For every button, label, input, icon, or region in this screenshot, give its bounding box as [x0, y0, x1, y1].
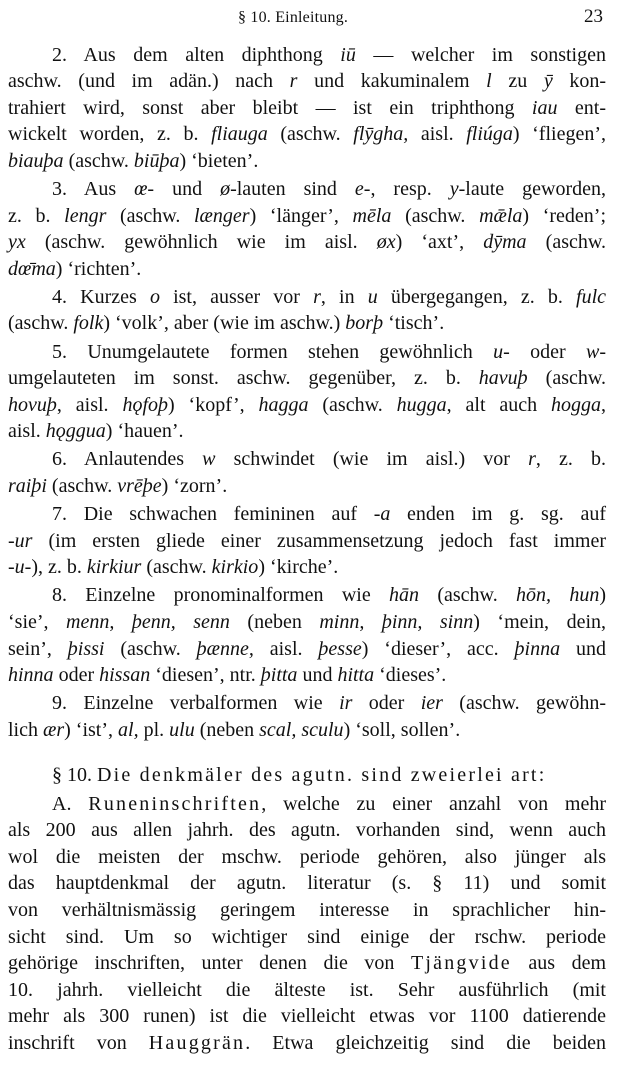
italic-word: al, — [118, 718, 139, 741]
italic-word: -ur — [8, 529, 33, 552]
text-run: aschw. (und im adän.) nach — [8, 70, 290, 93]
text-line — [8, 554, 606, 581]
spaced-word: Runeninschriften — [88, 792, 262, 815]
italic-word: þinna — [514, 637, 561, 660]
text-run: ) ‘ist’, — [64, 718, 119, 741]
text-line — [8, 870, 606, 897]
italic-word: mǣla — [479, 204, 523, 227]
text-run: ‘diesen’, ntr. — [150, 664, 261, 687]
text-line — [8, 229, 606, 256]
text-run: (aschw. — [104, 637, 197, 660]
text-run: -laute geworden, — [458, 177, 607, 200]
text-run: schwindet (wie im aisl.) vor — [215, 448, 529, 471]
text-run: zu — [491, 70, 544, 93]
text-run: das hauptdenkmal der agutn. literatur (s. § 11) und somit — [8, 872, 606, 895]
text-line — [8, 762, 606, 789]
text-run: ) ‘kopf’, — [168, 393, 259, 416]
italic-word: œ- — [134, 177, 155, 200]
paragraph — [8, 582, 606, 688]
italic-word: lengr — [64, 204, 107, 227]
paragraph — [8, 284, 606, 337]
text-line — [8, 418, 606, 445]
italic-word: iū — [340, 43, 356, 66]
italic-word: ir — [339, 692, 353, 715]
text-run: . Etwa gleichzeitig sind die beiden — [245, 1031, 607, 1054]
italic-word: hinna — [8, 664, 54, 687]
italic-word: u — [367, 285, 378, 308]
text-run: ) ‘bieten’. — [179, 149, 259, 172]
text-run: -lauten sind — [230, 177, 355, 200]
text-run: , aisl. — [56, 393, 123, 416]
italic-word: kirkiur — [86, 556, 142, 579]
text-line — [8, 844, 606, 871]
text-run: ) ‘volk’, aber (wie im aschw.) — [103, 312, 346, 335]
text-run: oder — [509, 340, 586, 363]
italic-word: þissi — [67, 637, 105, 660]
page-body — [8, 40, 606, 1056]
text-run: ) ‘zorn’. — [161, 475, 228, 497]
italic-word: fliúga — [466, 123, 513, 146]
text-run: aisl. — [408, 123, 467, 146]
text-line — [8, 392, 606, 419]
italic-word: flȳgha, — [353, 123, 409, 146]
italic-word: þitta — [260, 664, 298, 687]
text-run: ) ‘länger’, — [249, 204, 353, 227]
paragraph — [8, 446, 606, 499]
text-line — [8, 446, 606, 473]
italic-word: -a — [373, 503, 391, 526]
text-run: , z. b. — [535, 448, 606, 471]
italic-word: iau — [531, 96, 558, 119]
italic-word: hān — [389, 584, 420, 607]
text-run: 8. Einzelne pronominalformen wie — [52, 584, 390, 607]
text-run: ) ‘soll, sollen’. — [343, 718, 461, 741]
text-run: (aschw. — [391, 204, 480, 227]
text-run: wol die meisten der mschw. periode gehören, also jünger als — [8, 845, 606, 868]
text-run: 3. Aus — [52, 177, 135, 200]
text-line — [8, 365, 606, 392]
italic-word: o — [149, 285, 160, 308]
italic-word: -u- — [8, 556, 32, 579]
text-line — [8, 609, 606, 636]
italic-word: hugga — [396, 393, 447, 416]
italic-word: folk — [73, 312, 104, 335]
text-run: oder — [53, 664, 100, 687]
italic-word: r — [289, 70, 298, 93]
text-run: (neben — [229, 610, 320, 633]
italic-word: borþ — [345, 312, 384, 335]
text-run: 5. Unumgelautete formen stehen gewöhnlich — [52, 340, 494, 363]
text-run: und kakuminalem — [297, 70, 487, 93]
italic-word: minn, þinn, sinn — [319, 610, 474, 633]
text-run: ‘sie’, — [8, 610, 67, 633]
text-line — [8, 68, 606, 95]
text-line — [8, 924, 606, 951]
text-run: inschrift von — [8, 1031, 149, 1054]
text-run: (aschw. — [419, 584, 517, 607]
paragraph — [8, 690, 606, 743]
italic-word: ier — [420, 692, 443, 715]
text-run: ‘dieses’. — [374, 664, 447, 687]
text-line — [8, 897, 606, 924]
italic-word: hǫggua — [45, 420, 106, 443]
italic-word: e- — [354, 177, 371, 200]
italic-word: fliauga — [211, 123, 268, 146]
text-run: — welcher im sonstigen — [355, 43, 606, 66]
spaced-word: Hauggrän — [148, 1031, 246, 1054]
text-line — [8, 339, 606, 366]
italic-word: menn, þenn, senn — [66, 610, 230, 633]
text-run: enden im g. sg. auf — [390, 503, 607, 526]
text-run: als 200 aus allen jahrh. des agutn. vorhanden sind, wenn auch — [8, 819, 606, 842]
spaced-word: Tjängvide — [410, 952, 512, 975]
text-run: (neben — [194, 718, 260, 741]
text-run: und — [154, 177, 221, 200]
italic-word: længer — [194, 204, 250, 227]
text-run: aus dem — [511, 952, 607, 975]
italic-word: hissan — [99, 664, 151, 687]
text-run: , — [601, 393, 607, 416]
text-run: 9. Einzelne verbalformen wie — [52, 692, 340, 715]
italic-word: dœ̄ma — [8, 257, 56, 280]
text-run: und — [297, 664, 338, 687]
italic-word: ȳ — [543, 70, 553, 93]
text-line — [8, 310, 606, 337]
italic-word: scal, sculu — [259, 718, 344, 741]
text-run: (aschw. gewöhn- — [442, 692, 606, 715]
text-line — [8, 284, 606, 311]
text-run: ‘tisch’. — [383, 312, 445, 335]
text-run: , alt auch — [446, 393, 552, 416]
italic-word: hagga — [258, 393, 309, 416]
italic-word: vrēþe — [117, 475, 162, 497]
italic-word: hogga — [551, 393, 602, 416]
text-run: 4. Kurzes — [52, 285, 150, 308]
text-run: z. b. — [8, 204, 65, 227]
text-run: (aschw. — [8, 312, 74, 335]
text-run: 10. jahrh. vielleicht die älteste ist. Sehr ausführlich (mit — [8, 978, 606, 1001]
italic-word: kirkio — [211, 556, 259, 579]
italic-word: biauþa — [8, 149, 64, 172]
text-line — [8, 791, 606, 818]
text-run: gehörige inschriften, unter denen die von — [8, 952, 411, 975]
text-run: (aschw. — [526, 231, 606, 254]
text-run: ) ‘axt’, — [395, 231, 484, 254]
text-line — [8, 1003, 606, 1030]
text-run: sein’, — [8, 637, 68, 660]
text-run: , in — [320, 285, 368, 308]
running-header — [0, 6, 621, 30]
italic-word: u- — [493, 340, 510, 363]
text-run: und — [560, 637, 607, 660]
text-run: aisl. — [253, 637, 319, 660]
italic-word: dȳma — [483, 231, 527, 254]
text-line — [8, 662, 606, 689]
text-run: , welche zu einer anzahl von mehr — [261, 792, 606, 815]
text-run: übergegangen, z. b. — [377, 285, 577, 308]
text-run: oder — [352, 692, 421, 715]
italic-word: hovuþ — [8, 393, 57, 416]
text-line — [8, 176, 606, 203]
italic-word: ær — [43, 718, 65, 741]
text-run: ) ‘dieser’, acc. — [361, 637, 515, 660]
text-run: (aschw. gewöhnlich wie im aisl. — [25, 231, 377, 254]
text-run: (im ersten gliede einer zusammensetzung jedoch fast immer — [32, 529, 606, 552]
italic-word: biūþa — [133, 149, 180, 172]
text-line — [8, 950, 606, 977]
italic-word: hōn, hun — [516, 584, 600, 607]
text-line — [8, 203, 606, 230]
text-line — [8, 473, 606, 500]
text-run: ) ‘hauen’. — [105, 420, 184, 443]
italic-word: þesse — [318, 637, 362, 660]
text-run: ) ‘kirche’. — [258, 556, 339, 579]
text-line — [8, 95, 606, 122]
text-run: ent- — [557, 96, 606, 119]
paragraph — [8, 176, 606, 282]
italic-word: w- — [585, 340, 606, 363]
text-run: ), z. b. — [31, 556, 87, 579]
text-run: kon- — [552, 70, 606, 93]
text-run: sicht sind. Um so wichtiger sind einige der rschw. periode — [8, 925, 606, 948]
italic-word: þænne, — [196, 637, 254, 660]
paragraph — [8, 501, 606, 581]
text-run: (aschw. — [46, 475, 118, 497]
italic-word: hitta — [337, 664, 375, 687]
paragraph — [8, 339, 606, 445]
text-line — [8, 121, 606, 148]
text-run: (aschw. — [308, 393, 397, 416]
text-line — [8, 148, 606, 175]
text-run: ) ‘reden’; — [522, 204, 606, 227]
italic-word: r — [313, 285, 321, 308]
text-run: ) ‘fliegen’, — [512, 123, 606, 146]
text-line — [8, 690, 606, 717]
text-run: aisl. — [8, 420, 46, 443]
text-run: 6. Anlautendes — [52, 448, 203, 471]
text-line — [8, 636, 606, 663]
text-run: umgelauteten im sonst. aschw. gegenüber, z. b. — [8, 367, 479, 390]
text-run: (aschw. — [267, 123, 354, 146]
text-line — [8, 528, 606, 555]
text-line — [8, 501, 606, 528]
text-run: 7. Die schwachen femininen auf — [52, 503, 374, 526]
text-line — [8, 256, 606, 283]
italic-word: y — [449, 177, 459, 200]
italic-word: l — [486, 70, 492, 93]
page-number: 23 — [584, 6, 603, 27]
text-run: , resp. — [370, 177, 450, 200]
text-run: ) — [599, 584, 606, 607]
text-line — [8, 42, 606, 69]
italic-word: fulc — [576, 285, 607, 308]
section-heading — [8, 762, 606, 789]
text-line — [8, 977, 606, 1004]
text-run: A. — [52, 792, 89, 815]
text-run: lich — [8, 718, 43, 741]
text-run: mehr als 300 runen) ist die vielleicht etwas vor 1100 datierende — [8, 1005, 606, 1028]
text-line — [8, 817, 606, 844]
italic-word: hǫfoþ — [122, 393, 168, 416]
text-run: (aschw. — [141, 556, 212, 579]
text-run: ) ‘mein, dein, — [473, 610, 606, 633]
text-run: ist, ausser vor — [159, 285, 314, 308]
italic-word: raiþi — [8, 475, 47, 497]
text-run: pl. — [138, 718, 170, 741]
text-run: (aschw. — [527, 367, 606, 390]
running-title: § 10. Einleitung. — [238, 9, 349, 26]
text-run: trahiert wird, sonst aber bleibt — ist ein triphthong — [8, 96, 532, 119]
italic-word: mēla — [352, 204, 392, 227]
text-run: ) ‘richten’. — [55, 257, 142, 280]
italic-word: ø — [220, 177, 231, 200]
italic-word: ulu — [169, 718, 195, 741]
text-line — [8, 717, 606, 744]
text-run: wickelt worden, z. b. — [8, 123, 212, 146]
text-line — [8, 582, 606, 609]
italic-word: øx — [376, 231, 396, 254]
spaced-word: Die denkmäler des agutn. sind zweierlei art: — [97, 764, 547, 787]
paragraph — [8, 42, 606, 175]
italic-word: r — [528, 448, 536, 471]
italic-word: yx — [8, 231, 26, 254]
italic-word: w — [202, 448, 216, 471]
text-line — [8, 1030, 606, 1057]
text-run: von verhältnismässig geringem interesse in sprachlicher hin- — [8, 898, 606, 921]
paragraph — [8, 791, 606, 1057]
text-run: § 10. — [52, 764, 97, 787]
text-run: (aschw. — [63, 149, 134, 172]
italic-word: havuþ — [478, 367, 528, 390]
text-run: (aschw. — [106, 204, 194, 227]
text-run: 2. Aus dem alten diphthong — [52, 43, 341, 66]
